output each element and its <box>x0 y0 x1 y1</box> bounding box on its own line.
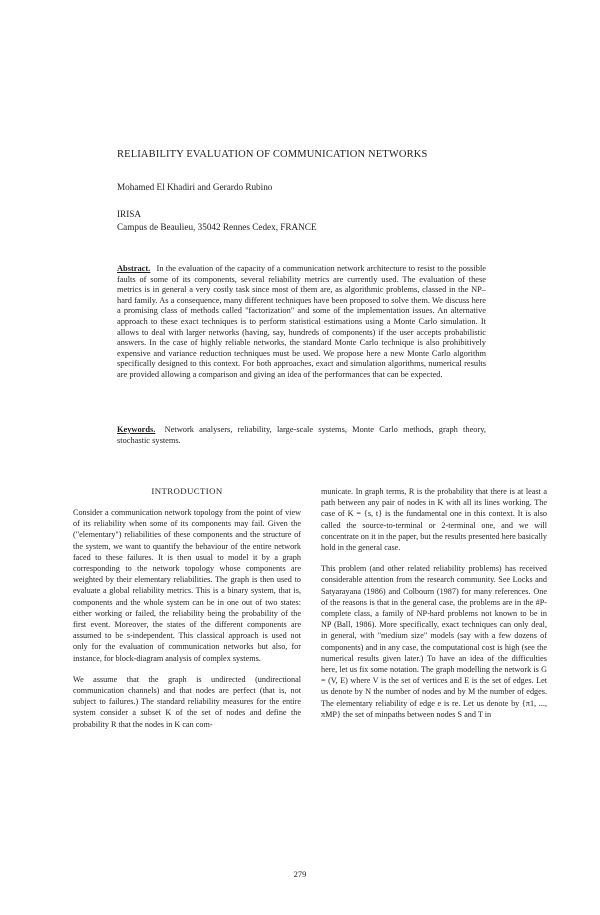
section-heading: INTRODUCTION <box>151 486 223 496</box>
affiliation-org: IRISA <box>117 209 141 219</box>
left-column <box>73 486 301 740</box>
right-paragraph-1: municate. In graph terms, R is the probability that there is at least a path between any pair of nodes in K with all its lines working. The case of K = {s, t} is the fundamental one in this context. It is also called the source-to-terminal or 2-terminal one, and we will concentrate on it in the paper, but the results presented here basically hold in the general case. <box>321 487 547 553</box>
abstract-label: Abstract. <box>117 264 151 273</box>
intro-paragraph-1: Consider a communication network topology from the point of view of its reliability when some of its components may fail. Given the ("elementary") reliabilities of these components and the structure of the system, we want to quantify the behaviour of the entire network faced to these failures. It is then usual to model it by a graph corresponding to the network topology whose components are weighted by their elementary reliabilities. The graph is then used to evaluate a global reliability metrics. This is a binary system, that is, components and the whole system can be in one out of two states: either working or failed, the reliability being the probability of the first event. Moreover, the states of the different components are assumed to be s-independent. This classical approach is used not only for the evaluation of communication networks but also, for instance, for block-diagram analysis of complex systems. <box>73 508 301 663</box>
right-column <box>321 486 547 730</box>
abstract <box>117 264 486 381</box>
right-paragraph-2: This problem (and other related reliability problems) has received considerable attention from the research community. See Locks and Satyarayana (1986) and Colbourn (1987) for many references. One of the reasons is that in the general case, the problems are in the #P-complete class, a family of NP-hard problems not known to be in NP (Ball, 1986). More specifically, exact techniques can only deal, in general, with "medium size" models (say with a few dozens of components) and in any case, the computational cost is high (see the numerical results given later.) To have an idea of the difficulties here, let us fix some notation. The graph modelling the network is G = (V, E) where V is the set of vertices and E is the set of edges. Let us denote by N the number of nodes and by M the number of edges. The elementary reliability of edge e is re. Let us denote by {π1, ..., πMP} the set of minpaths between nodes S and T in <box>321 564 547 719</box>
intro-paragraph-2: We assume that the graph is undirected (undirectional communication channels) and that nodes are perfect (that is, not subject to failures.) The standard reliability measures for the entire system consider a subset K of the set of nodes and define the probability R that the nodes in K can com- <box>73 674 301 729</box>
page-number: 279 <box>293 869 307 879</box>
keywords <box>117 425 486 446</box>
author-line: Mohamed El Khadiri and Gerardo Rubino <box>117 182 273 192</box>
keywords-text: Network analysers, reliability, large-scale systems, Monte Carlo methods, graph theory, stochastic systems. <box>117 425 487 445</box>
affiliation <box>117 208 317 233</box>
abstract-text: In the evaluation of the capacity of a communication network architecture to resist to the possible faults of some of its components, several reliability metrics are currently used. The evaluation of these metrics is in general a very costly task since most of them are, as algorithmic problems, classed in the NP–hard family. As a consequence, many different techniques have been proposed to solve them. We discuss here a promising class of methods called "factorization" and some of the implementation issues. An alternative approach to these exact techniques is to perform statistical estimations using a Monte Carlo simulation. It allows to deal with larger networks (having, say, hundreds of components) if the user accepts probabilistic answers. In the case of highly reliable networks, the standard Monte Carlo technique is also prohibitively expensive and variance reduction techniques must be used. We propose here a new Monte Carlo algorithm specifically designed to this context. For both approaches, exact and simulation algorithms, numerical results are provided allowing a comparison and giving an idea of the performances that can be expected. <box>117 264 487 379</box>
affiliation-address: Campus de Beaulieu, 35042 Rennes Cedex, FRANCE <box>117 221 317 232</box>
paper-title: RELIABILITY EVALUATION OF COMMUNICATION NETWORKS <box>117 149 428 160</box>
keywords-label: Keywords. <box>117 425 156 434</box>
